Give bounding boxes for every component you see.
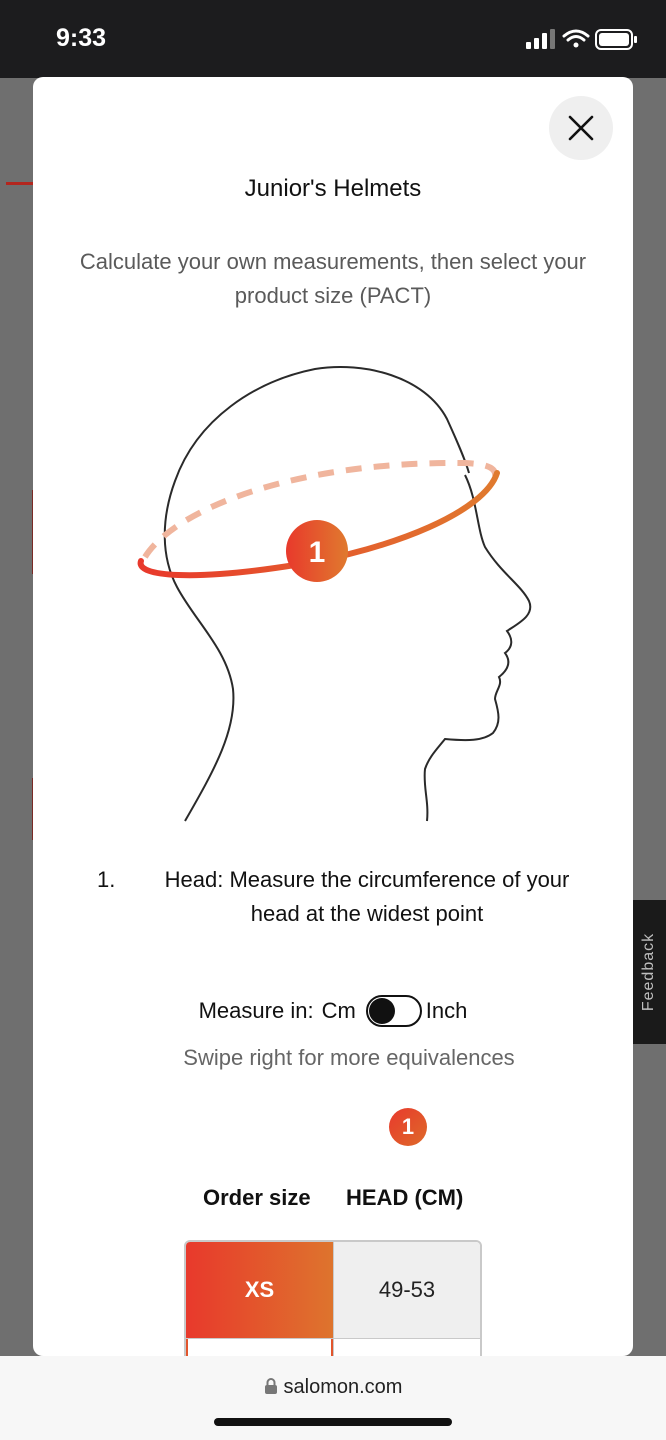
order-size-cell[interactable]: XS: [186, 1242, 333, 1338]
order-size-header: Order size: [203, 1185, 311, 1210]
order-size-cell[interactable]: [186, 1339, 333, 1356]
feedback-tab[interactable]: [632, 900, 666, 1044]
url-display[interactable]: [0, 1376, 666, 1399]
lock-icon: [264, 1378, 278, 1394]
battery-icon: [596, 30, 637, 49]
swipe-hint: Swipe right for more equivalences: [183, 1045, 515, 1070]
status-icons: [526, 28, 638, 52]
size-guide-modal: [33, 77, 633, 1356]
close-button[interactable]: [549, 96, 613, 160]
table-row[interactable]: [186, 1242, 480, 1339]
step-text: Head: Measure the circumference of your head at the widest point: [164, 867, 570, 926]
badge-number: 1: [308, 536, 326, 569]
unit-toggle[interactable]: [366, 995, 422, 1027]
close-icon: [568, 115, 594, 141]
background-accent-line: [6, 182, 34, 185]
head-value-cell: 49-53: [333, 1242, 480, 1338]
head-cm-header: HEAD (CM): [346, 1185, 464, 1210]
head-measurement-illustration: [65, 329, 601, 859]
head-outline-icon: [165, 367, 531, 821]
modal-title: Junior's Helmets: [244, 175, 422, 202]
head-value-cell: [333, 1339, 480, 1356]
feedback-label: Feedback: [640, 932, 657, 1012]
measure-label: Measure in:: [198, 998, 314, 1023]
table-row[interactable]: [186, 1339, 480, 1356]
home-indicator[interactable]: [214, 1418, 452, 1426]
signal-icon: [526, 29, 555, 49]
step-number: 1.: [97, 867, 116, 892]
size-table: [184, 1240, 482, 1356]
measurement-point-badge: [286, 520, 348, 582]
toggle-knob: [369, 998, 395, 1024]
browser-address-bar[interactable]: [0, 1356, 666, 1440]
modal-subtitle: Calculate your own measurements, then select your product size (PACT): [79, 249, 587, 308]
status-time: 9:33: [56, 24, 107, 52]
column-badge: 1: [389, 1108, 427, 1146]
unit-selector: [33, 991, 633, 1031]
unit-inch-label[interactable]: Inch: [425, 998, 468, 1023]
unit-cm-label[interactable]: Cm: [321, 998, 356, 1023]
wifi-icon: [564, 31, 588, 48]
status-bar: [0, 0, 666, 78]
url-text: salomon.com: [283, 1376, 403, 1398]
